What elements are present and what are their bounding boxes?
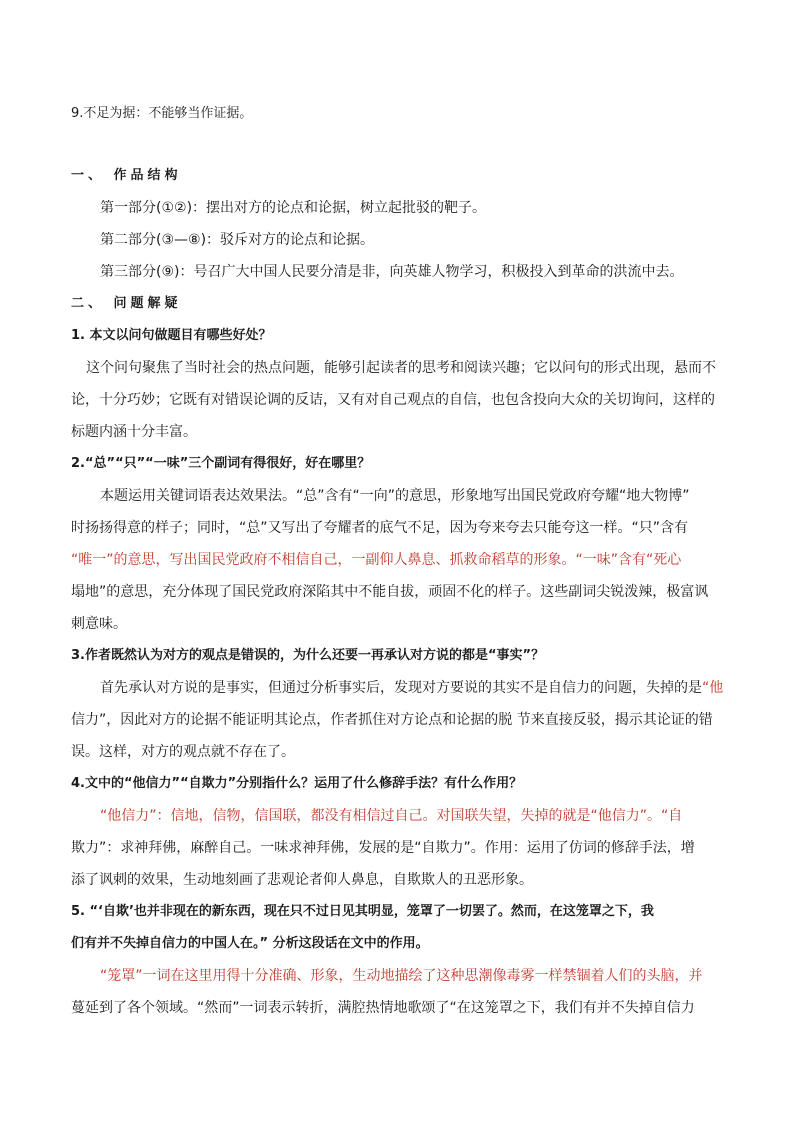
answer-2-line: 本题运用关键词语表达效果法。“总”含有“一向”的意思，形象地写出国民党政府夸耀“地大物博” (100, 488, 690, 504)
structure-part-3: 第三部分(⑨)：号召广大中国人民要分清是非，向英雄人物学习，积极投入到革命的洪流中去。 (100, 264, 684, 280)
question-5: 5. “‘自欺’也并非现在的新东西，现在只不过日见其明显，笼罩了一切罢了。然而，在这笼罩之下，我 (71, 904, 654, 919)
structure-part-1: 第一部分(①②)：摆出对方的论点和论据，树立起批驳的靶子。 (100, 200, 487, 216)
answer-1-line: 标题内涵十分丰富。 (71, 424, 197, 440)
question-2: 2.“总”“只”“一味”三个副词有得很好，好在哪里？ (71, 456, 371, 471)
structure-part-2: 第二部分(③—⑧)：驳斥对方的论点和论据。 (100, 232, 375, 248)
answer-2-line: 塌地”的意思，充分体现了国民党政府深陷其中不能自拔，顽固不化的样子。这些副词尖锐泼辣，极富讽 (71, 584, 709, 600)
answer-3-line: 首先承认对方说的是事实，但通过分析事实后，发现对方要说的其实不是自信力的问题，失掉的是“他 (100, 680, 724, 696)
answer-2-line: “唯一”的意思，写出国民党政府不相信自己，一副仰人鼻息、抓救命稻草的形象。“一味”含有“死心 (71, 552, 682, 568)
answer-4-line: 添了讽刺的效果，生动地刻画了悲观论者仰人鼻息，自欺欺人的丑恶形象。 (71, 872, 533, 888)
answer-4-line: “他信力”：信地，信物，信国联，都没有相信过自己。对国联失望，失掉的就是“他信力”。“自 (100, 808, 683, 824)
section-heading-structure: 一、 作品结构 (71, 168, 182, 183)
vocab-item-9: 9.不足为据：不能够当作证据。 (71, 106, 253, 121)
answer-5-line: 蔓延到了各个领域。“然而”一词表示转折，满腔热情地歌颂了“在这笼罩之下，我们有并不失掉自信力 (71, 1000, 695, 1016)
answer-2-line: 时扬扬得意的样子；同时，“总”又写出了夸耀者的底气不足，因为夸来夸去只能夸这一样。“只”含有 (71, 520, 689, 536)
answer-2-line: 刺意味。 (71, 616, 127, 632)
section-heading-qa: 二、 问题解疑 (71, 296, 182, 311)
answer-3-line: 信力”，因此对方的论据不能证明其论点，作者抓住对方论点和论据的脱 节来直接反驳，揭示其论证的错 (71, 712, 713, 728)
answer-1-line: 这个问句聚焦了当时社会的热点问题，能够引起读者的思考和阅读兴趣；它以问句的形式出现，悬而不 (86, 360, 716, 376)
answer-5-line: “笼罩”一词在这里用得十分准确、形象，生动地描绘了这种思潮像毒雾一样禁锢着人们的头脑，并 (100, 968, 703, 984)
question-4: 4.文中的“他信力”“自欺力”分别指什么？运用了什么修辞手法？有什么作用？ (71, 776, 523, 791)
question-5-continued: 们有并不失掉自信力的中国人在。” 分析这段话在文中的作用。 (71, 936, 429, 951)
question-3: 3.作者既然认为对方的观点是错误的，为什么还要一再承认对方说的都是“事实”？ (71, 648, 545, 663)
answer-1-line: 论，十分巧妙；它既有对错误论调的反诘，又有对自己观点的自信，也包含投向大众的关切询问，这样的 (71, 392, 715, 408)
answer-4-line: 欺力”：求神拜佛，麻醉自己。一味求神拜佛，发展的是“自欺力”。作用：运用了仿词的修辞手法，增 (71, 840, 695, 856)
answer-3-line: 误。这样，对方的观点就不存在了。 (71, 744, 295, 760)
question-1: 1. 本文以问句做题目有哪些好处？ (71, 328, 272, 343)
